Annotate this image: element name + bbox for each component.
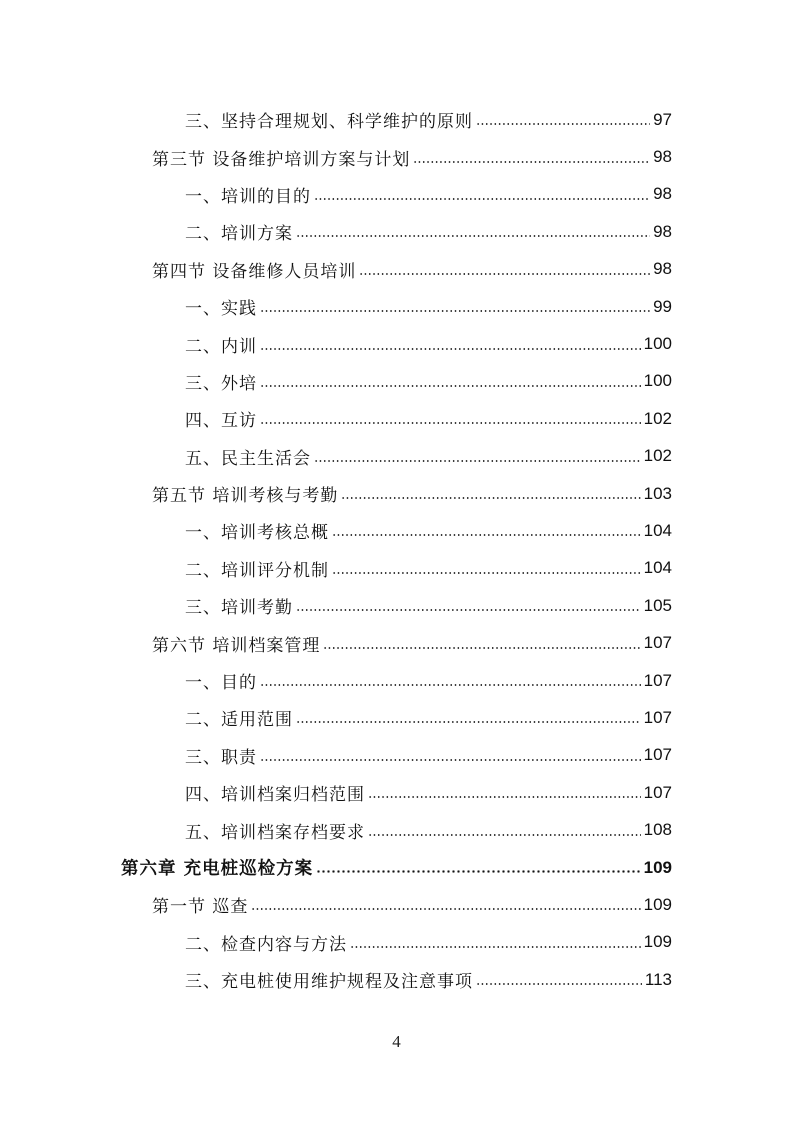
toc-entry[interactable] bbox=[0, 400, 793, 437]
dot-leader bbox=[296, 709, 641, 726]
toc-entry-page: 102 bbox=[643, 408, 672, 428]
dot-leader bbox=[359, 261, 650, 278]
toc-entry[interactable] bbox=[0, 138, 793, 175]
dot-leader bbox=[323, 635, 640, 652]
toc-entry[interactable] bbox=[0, 438, 793, 475]
toc-entry-label: 一、培训考核总概 bbox=[185, 523, 329, 544]
toc-entry-label: 第一节 巡查 bbox=[152, 897, 249, 918]
toc-entry-page: 107 bbox=[643, 745, 672, 765]
toc-entry-label: 三、充电桩使用维护规程及注意事项 bbox=[185, 972, 473, 993]
dot-leader bbox=[332, 560, 641, 577]
dot-leader bbox=[368, 822, 641, 839]
toc-entry[interactable] bbox=[0, 325, 793, 362]
toc-entry[interactable] bbox=[0, 774, 793, 811]
dot-leader bbox=[413, 149, 650, 166]
dot-leader bbox=[476, 971, 642, 988]
dot-leader bbox=[260, 410, 641, 427]
toc-entry-page: 109 bbox=[643, 894, 672, 914]
toc-entry-label: 第六节 培训档案管理 bbox=[152, 635, 321, 656]
toc-entry-page: 104 bbox=[643, 520, 672, 540]
toc-entry-label: 第五节 培训考核与考勤 bbox=[152, 486, 339, 507]
dot-leader bbox=[296, 597, 641, 614]
dot-leader bbox=[350, 934, 641, 951]
toc-entry[interactable] bbox=[0, 811, 793, 848]
dot-leader bbox=[296, 223, 650, 240]
toc-entry[interactable] bbox=[0, 662, 793, 699]
toc-entry[interactable] bbox=[0, 886, 793, 923]
toc-entry[interactable] bbox=[0, 737, 793, 774]
toc-entry-page: 97 bbox=[653, 109, 672, 129]
toc-entry[interactable] bbox=[0, 251, 793, 288]
toc-entry-page: 98 bbox=[653, 147, 672, 167]
toc-entry[interactable] bbox=[0, 363, 793, 400]
toc-entry-page: 98 bbox=[653, 184, 672, 204]
toc-entry[interactable] bbox=[0, 512, 793, 549]
dot-leader bbox=[260, 747, 641, 764]
toc-entry-page: 100 bbox=[643, 371, 672, 391]
toc-entry-page: 104 bbox=[643, 558, 672, 578]
dot-leader bbox=[314, 448, 641, 465]
toc-entry-page: 109 bbox=[643, 857, 672, 877]
toc-entry-label: 四、互访 bbox=[185, 411, 257, 432]
toc-entry-page: 99 bbox=[653, 296, 672, 316]
toc-entry[interactable] bbox=[0, 101, 793, 138]
toc-chapter-entry[interactable] bbox=[0, 849, 793, 886]
page-number: 4 bbox=[392, 1032, 401, 1051]
toc-entry-page: 113 bbox=[644, 969, 672, 989]
toc-entry[interactable] bbox=[0, 924, 793, 961]
toc-entry-page: 98 bbox=[653, 259, 672, 279]
toc-entry-label: 三、坚持合理规划、科学维护的原则 bbox=[185, 112, 473, 133]
toc-entry-label: 三、培训考勤 bbox=[185, 598, 293, 619]
dot-leader bbox=[476, 111, 650, 128]
toc-entry-label: 五、民主生活会 bbox=[185, 448, 311, 469]
dot-leader bbox=[260, 373, 641, 390]
toc-entry-label: 五、培训档案存档要求 bbox=[185, 822, 365, 843]
toc-entry-page: 109 bbox=[643, 932, 672, 952]
toc-entry[interactable] bbox=[0, 213, 793, 250]
toc-entry-page: 100 bbox=[643, 334, 672, 354]
toc-entry-label: 二、检查内容与方法 bbox=[185, 934, 347, 955]
dot-leader bbox=[341, 485, 640, 502]
toc-entry[interactable] bbox=[0, 550, 793, 587]
toc-entry-label: 二、内训 bbox=[185, 336, 257, 357]
toc-entry[interactable] bbox=[0, 176, 793, 213]
toc-entry-page: 107 bbox=[643, 707, 672, 727]
toc-entry-page: 105 bbox=[643, 595, 672, 615]
toc-entry[interactable] bbox=[0, 961, 793, 998]
dot-leader bbox=[260, 336, 641, 353]
toc-entry[interactable] bbox=[0, 475, 793, 512]
toc-entry-label: 第六章 充电桩巡检方案 bbox=[121, 859, 314, 879]
toc-entry[interactable] bbox=[0, 699, 793, 736]
toc-entry[interactable] bbox=[0, 288, 793, 325]
toc-entry-label: 三、职责 bbox=[185, 747, 257, 768]
toc-entry-page: 107 bbox=[643, 633, 672, 653]
toc-entry-label: 三、外培 bbox=[185, 373, 257, 394]
toc-entry-label: 第三节 设备维护培训方案与计划 bbox=[152, 149, 411, 170]
toc-entry-label: 一、培训的目的 bbox=[185, 186, 311, 207]
toc-entry-label: 二、培训方案 bbox=[185, 224, 293, 245]
dot-leader bbox=[316, 859, 641, 877]
dot-leader bbox=[260, 298, 650, 315]
toc-entry-page: 102 bbox=[643, 446, 672, 466]
toc-entry-label: 四、培训档案归档范围 bbox=[185, 785, 365, 806]
toc-entry-label: 二、适用范围 bbox=[185, 710, 293, 731]
toc-entry-page: 107 bbox=[643, 782, 672, 802]
toc-entry[interactable] bbox=[0, 587, 793, 624]
toc-entry-label: 二、培训评分机制 bbox=[185, 560, 329, 581]
toc-entry[interactable] bbox=[0, 624, 793, 661]
toc-entry-page: 107 bbox=[643, 670, 672, 690]
toc-entry-page: 108 bbox=[643, 820, 672, 840]
toc-entry-label: 一、目的 bbox=[185, 673, 257, 694]
dot-leader bbox=[314, 186, 650, 203]
toc-entry-label: 一、实践 bbox=[185, 299, 257, 320]
toc-entry-page: 103 bbox=[643, 483, 672, 503]
toc-entry-label: 第四节 设备维修人员培训 bbox=[152, 261, 357, 282]
dot-leader bbox=[251, 896, 640, 913]
dot-leader bbox=[368, 784, 641, 801]
table-of-contents bbox=[0, 101, 793, 998]
dot-leader bbox=[332, 522, 641, 539]
dot-leader bbox=[260, 672, 641, 689]
toc-entry-page: 98 bbox=[653, 221, 672, 241]
